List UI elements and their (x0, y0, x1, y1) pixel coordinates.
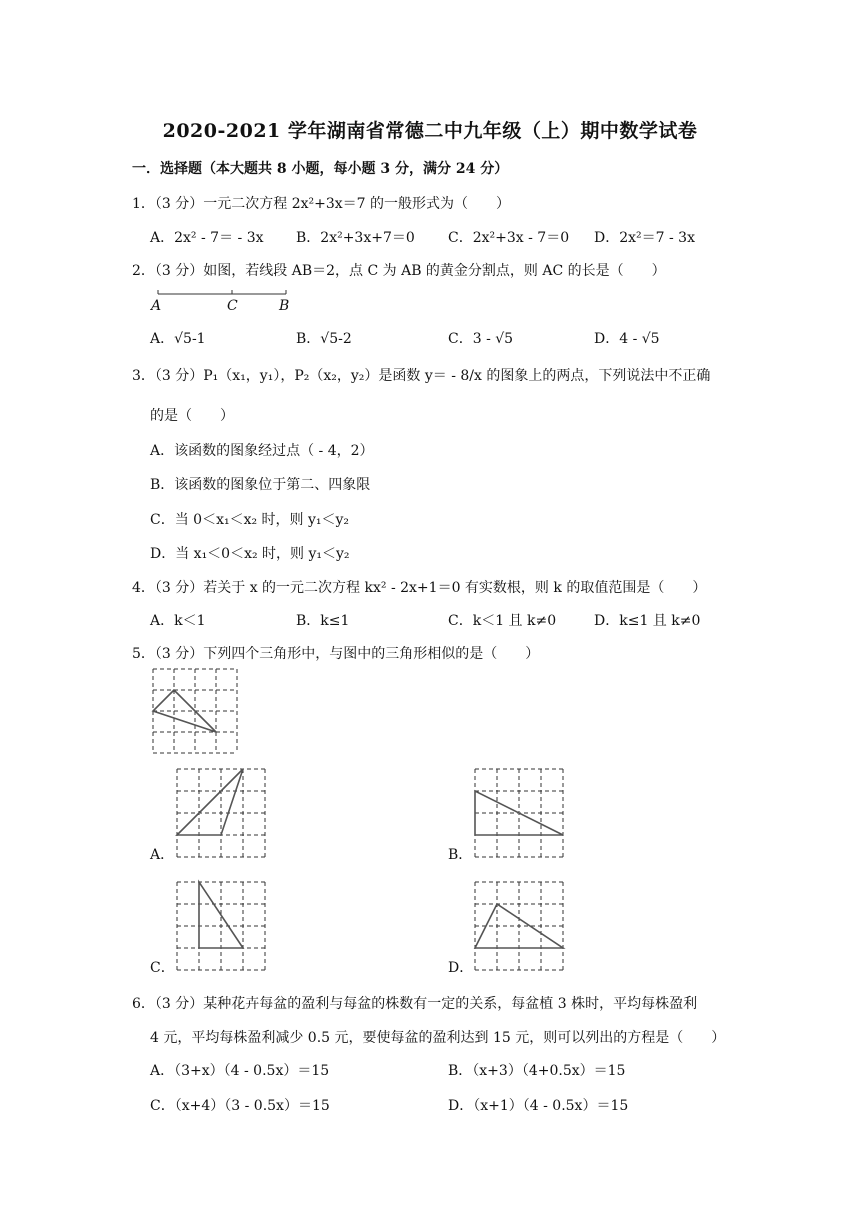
question-3-stem-line1: 3．（3 分）P₁（x₁，y₁），P₂（x₂，y₂）是函数 y＝ - 8/x 的图象上的两点，下列说法中不正确 (132, 368, 711, 384)
q2-option-d: D．4 - √5 (594, 331, 660, 347)
page-title: 2020-2021 学年湖南省常德二中九年级（上）期中数学试卷 (162, 120, 698, 142)
question-3-stem-line2: 的是（ ） (150, 408, 234, 424)
q2-option-c: C．3 - √5 (448, 331, 514, 347)
question-2-stem: 2．（3 分）如图，若线段 AB＝2，点 C 为 AB 的黄金分割点，则 AC 的长是（ ） (132, 263, 666, 279)
q5-option-b-figure (475, 769, 567, 861)
q1-option-b: B．2x²+3x+7＝0 (296, 230, 415, 246)
q6-option-d: D．（x+1）（4 - 0.5x）＝15 (448, 1098, 629, 1114)
q5-option-a-figure (177, 769, 269, 861)
question-6-stem-line2: 4 元，平均每株盈利减少 0.5 元，要使每盆的盈利达到 15 元，则可以列出的方程是（ ） (150, 1030, 726, 1046)
q4-option-d: D．k≤1 且 k≠0 (594, 613, 701, 629)
q4-option-c: C．k＜1 且 k≠0 (448, 613, 557, 629)
q5-option-a-label: A． (150, 847, 175, 863)
question-6-stem-line1: 6．（3 分）某种花卉每盆的盈利与每盆的株数有一定的关系，每盆植 3 株时，平均每株盈利 (132, 996, 698, 1012)
q2-option-b: B．√5-2 (296, 331, 352, 347)
q6-option-c: C．（x+4）（3 - 0.5x）＝15 (150, 1098, 330, 1114)
q5-option-b-label: B． (448, 847, 473, 863)
q5-option-c-figure (177, 882, 269, 974)
q2-label-c: C (227, 298, 238, 314)
question-4-stem: 4．（3 分）若关于 x 的一元二次方程 kx² - 2x+1＝0 有实数根，则 k 的取值范围是（ ） (132, 580, 707, 596)
q6-option-b: B．（x+3）（4+0.5x）＝15 (448, 1063, 626, 1079)
q4-option-a: A．k＜1 (150, 613, 206, 629)
q4-option-b: B．k≤1 (296, 613, 350, 629)
q1-option-d: D．2x²＝7 - 3x (594, 230, 695, 246)
q5-option-d-figure (475, 882, 567, 974)
q1-option-c: C．2x²+3x - 7＝0 (448, 230, 570, 246)
question-5-stem: 5．（3 分）下列四个三角形中，与图中的三角形相似的是（ ） (132, 646, 540, 662)
q2-option-a: A．√5-1 (150, 331, 206, 347)
q5-option-d-label: D． (448, 960, 474, 976)
q3-option-b: B．该函数的图象位于第二、四象限 (150, 477, 371, 493)
section-heading: 一．选择题（本大题共 8 小题，每小题 3 分，满分 24 分） (132, 161, 509, 177)
q5-reference-figure (153, 669, 243, 759)
q3-option-a: A．该函数的图象经过点（ - 4，2） (150, 443, 374, 459)
q2-segment-figure (150, 286, 300, 316)
q3-option-c: C．当 0＜x₁＜x₂ 时，则 y₁＜y₂ (150, 512, 350, 528)
question-1-stem: 1．（3 分）一元二次方程 2x²+3x＝7 的一般形式为（ ） (132, 196, 511, 212)
q6-option-a: A．（3+x）（4 - 0.5x）＝15 (150, 1063, 330, 1079)
q1-option-a: A．2x² - 7＝ - 3x (150, 230, 264, 246)
q2-label-b: B (279, 298, 290, 314)
q2-label-a: A (151, 298, 162, 314)
q3-option-d: D．当 x₁＜0＜x₂ 时，则 y₁＜y₂ (150, 546, 350, 562)
q5-option-c-label: C． (150, 960, 175, 976)
